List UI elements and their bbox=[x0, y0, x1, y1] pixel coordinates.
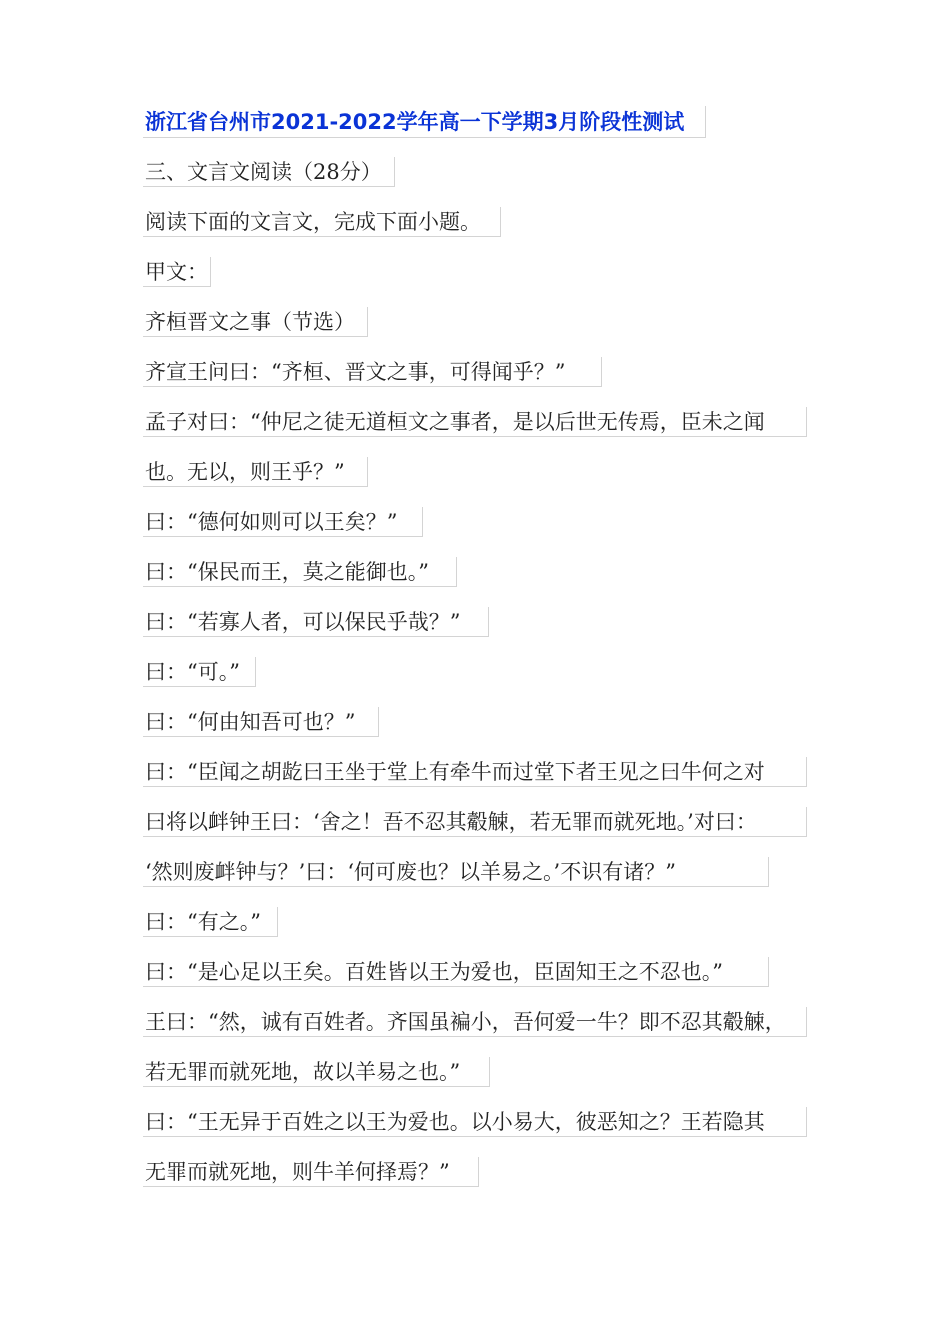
passage-line: 曰：“可。” bbox=[143, 657, 256, 687]
passage-line: 无罪而就死地，则牛羊何择焉？” bbox=[143, 1157, 479, 1187]
passage-title: 齐桓晋文之事（节选） bbox=[143, 307, 368, 337]
passage-line: 曰：“是心足以王矣。百姓皆以王为爱也，臣固知王之不忍也。” bbox=[143, 957, 769, 987]
instruction-text: 阅读下面的文言文，完成下面小题。 bbox=[143, 207, 501, 237]
section-heading: 三、文言文阅读（28分） bbox=[143, 157, 395, 187]
passage-line: 曰：“有之。” bbox=[143, 907, 278, 937]
text-label-jia: 甲文： bbox=[143, 257, 211, 287]
document-title: 浙江省台州市2021-2022学年高一下学期3月阶段性测试 bbox=[143, 106, 706, 138]
passage-line: 曰：“臣闻之胡龁曰王坐于堂上有牵牛而过堂下者王见之曰牛何之对 bbox=[143, 757, 807, 787]
passage-line: 孟子对曰：“仲尼之徒无道桓文之事者，是以后世无传焉，臣未之闻 bbox=[143, 407, 807, 437]
passage-line: 曰将以衅钟王曰：‘舍之！吾不忍其觳觫，若无罪而就死地。’对曰： bbox=[143, 807, 807, 837]
passage-line: 齐宣王问曰：“齐桓、晋文之事，可得闻乎？” bbox=[143, 357, 602, 387]
passage-line: 曰：“何由知吾可也？” bbox=[143, 707, 379, 737]
passage-line: 曰：“王无异于百姓之以王为爱也。以小易大，彼恶知之？王若隐其 bbox=[143, 1107, 807, 1137]
passage-line: 王曰：“然，诚有百姓者。齐国虽褊小，吾何爱一牛？即不忍其觳觫， bbox=[143, 1007, 807, 1037]
passage-line: ‘然则废衅钟与？’曰：‘何可废也？以羊易之。’不识有诸？” bbox=[143, 857, 769, 887]
passage-line: 曰：“若寡人者，可以保民乎哉？” bbox=[143, 607, 489, 637]
passage-line: 曰：“保民而王，莫之能御也。” bbox=[143, 557, 457, 587]
passage-line: 若无罪而就死地，故以羊易之也。” bbox=[143, 1057, 490, 1087]
passage-line: 曰：“德何如则可以王矣？” bbox=[143, 507, 423, 537]
passage-line: 也。无以，则王乎？” bbox=[143, 457, 368, 487]
